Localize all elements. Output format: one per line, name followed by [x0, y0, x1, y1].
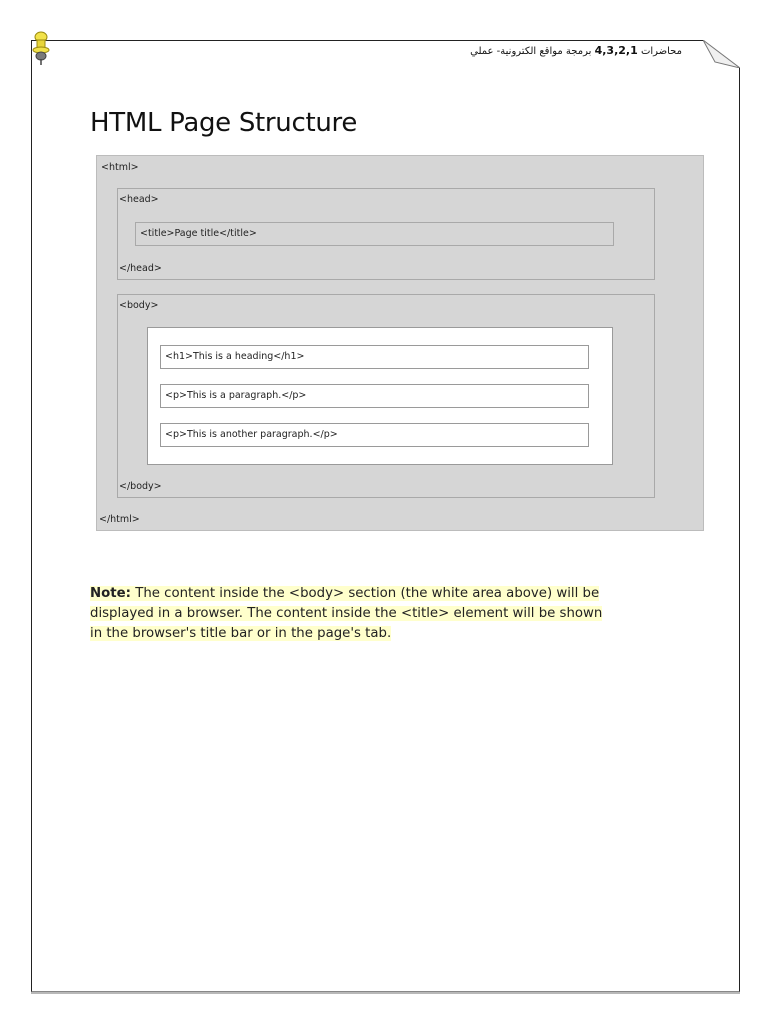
body-close-tag: </body>	[119, 481, 162, 492]
note-line-2: displayed in a browser. The content inside the <title> element will be shown	[90, 606, 603, 621]
page-header	[380, 44, 682, 57]
body-section-box	[117, 294, 655, 498]
p2-element-text: <p>This is another paragraph.</p>	[165, 429, 338, 440]
head-close-tag: </head>	[119, 263, 162, 274]
note-line-3: in the browser's title bar or in the page's tab.	[90, 626, 392, 641]
note-label: Note:	[90, 586, 131, 601]
page-corner-fold	[703, 40, 740, 68]
h1-element-box	[160, 345, 589, 369]
note-line-1: The content inside the <body> section (the white area above) will be	[130, 586, 600, 601]
title-element-box	[135, 222, 614, 246]
browser-render-area	[147, 327, 613, 465]
html-open-tag: <html>	[101, 162, 139, 173]
note-paragraph	[90, 584, 660, 644]
head-section-box	[117, 188, 655, 280]
head-open-tag: <head>	[119, 194, 159, 205]
page-shadow	[31, 992, 740, 994]
p1-element-box	[160, 384, 589, 408]
html-structure-diagram	[96, 155, 704, 531]
p1-element-text: <p>This is a paragraph.</p>	[165, 390, 307, 401]
page-title: HTML Page Structure	[90, 108, 358, 138]
body-open-tag: <body>	[119, 300, 159, 311]
p2-element-box	[160, 423, 589, 447]
header-prefix: محاضرات	[640, 46, 682, 57]
header-suffix: برمجة مواقع الكترونية- عملي	[470, 46, 592, 57]
h1-element-text: <h1>This is a heading</h1>	[165, 351, 305, 362]
html-close-tag: </html>	[99, 514, 140, 525]
title-element-text: <title>Page title</title>	[140, 228, 257, 239]
header-numbers: 4,3,2,1	[594, 44, 638, 57]
pushpin-icon	[30, 30, 52, 66]
